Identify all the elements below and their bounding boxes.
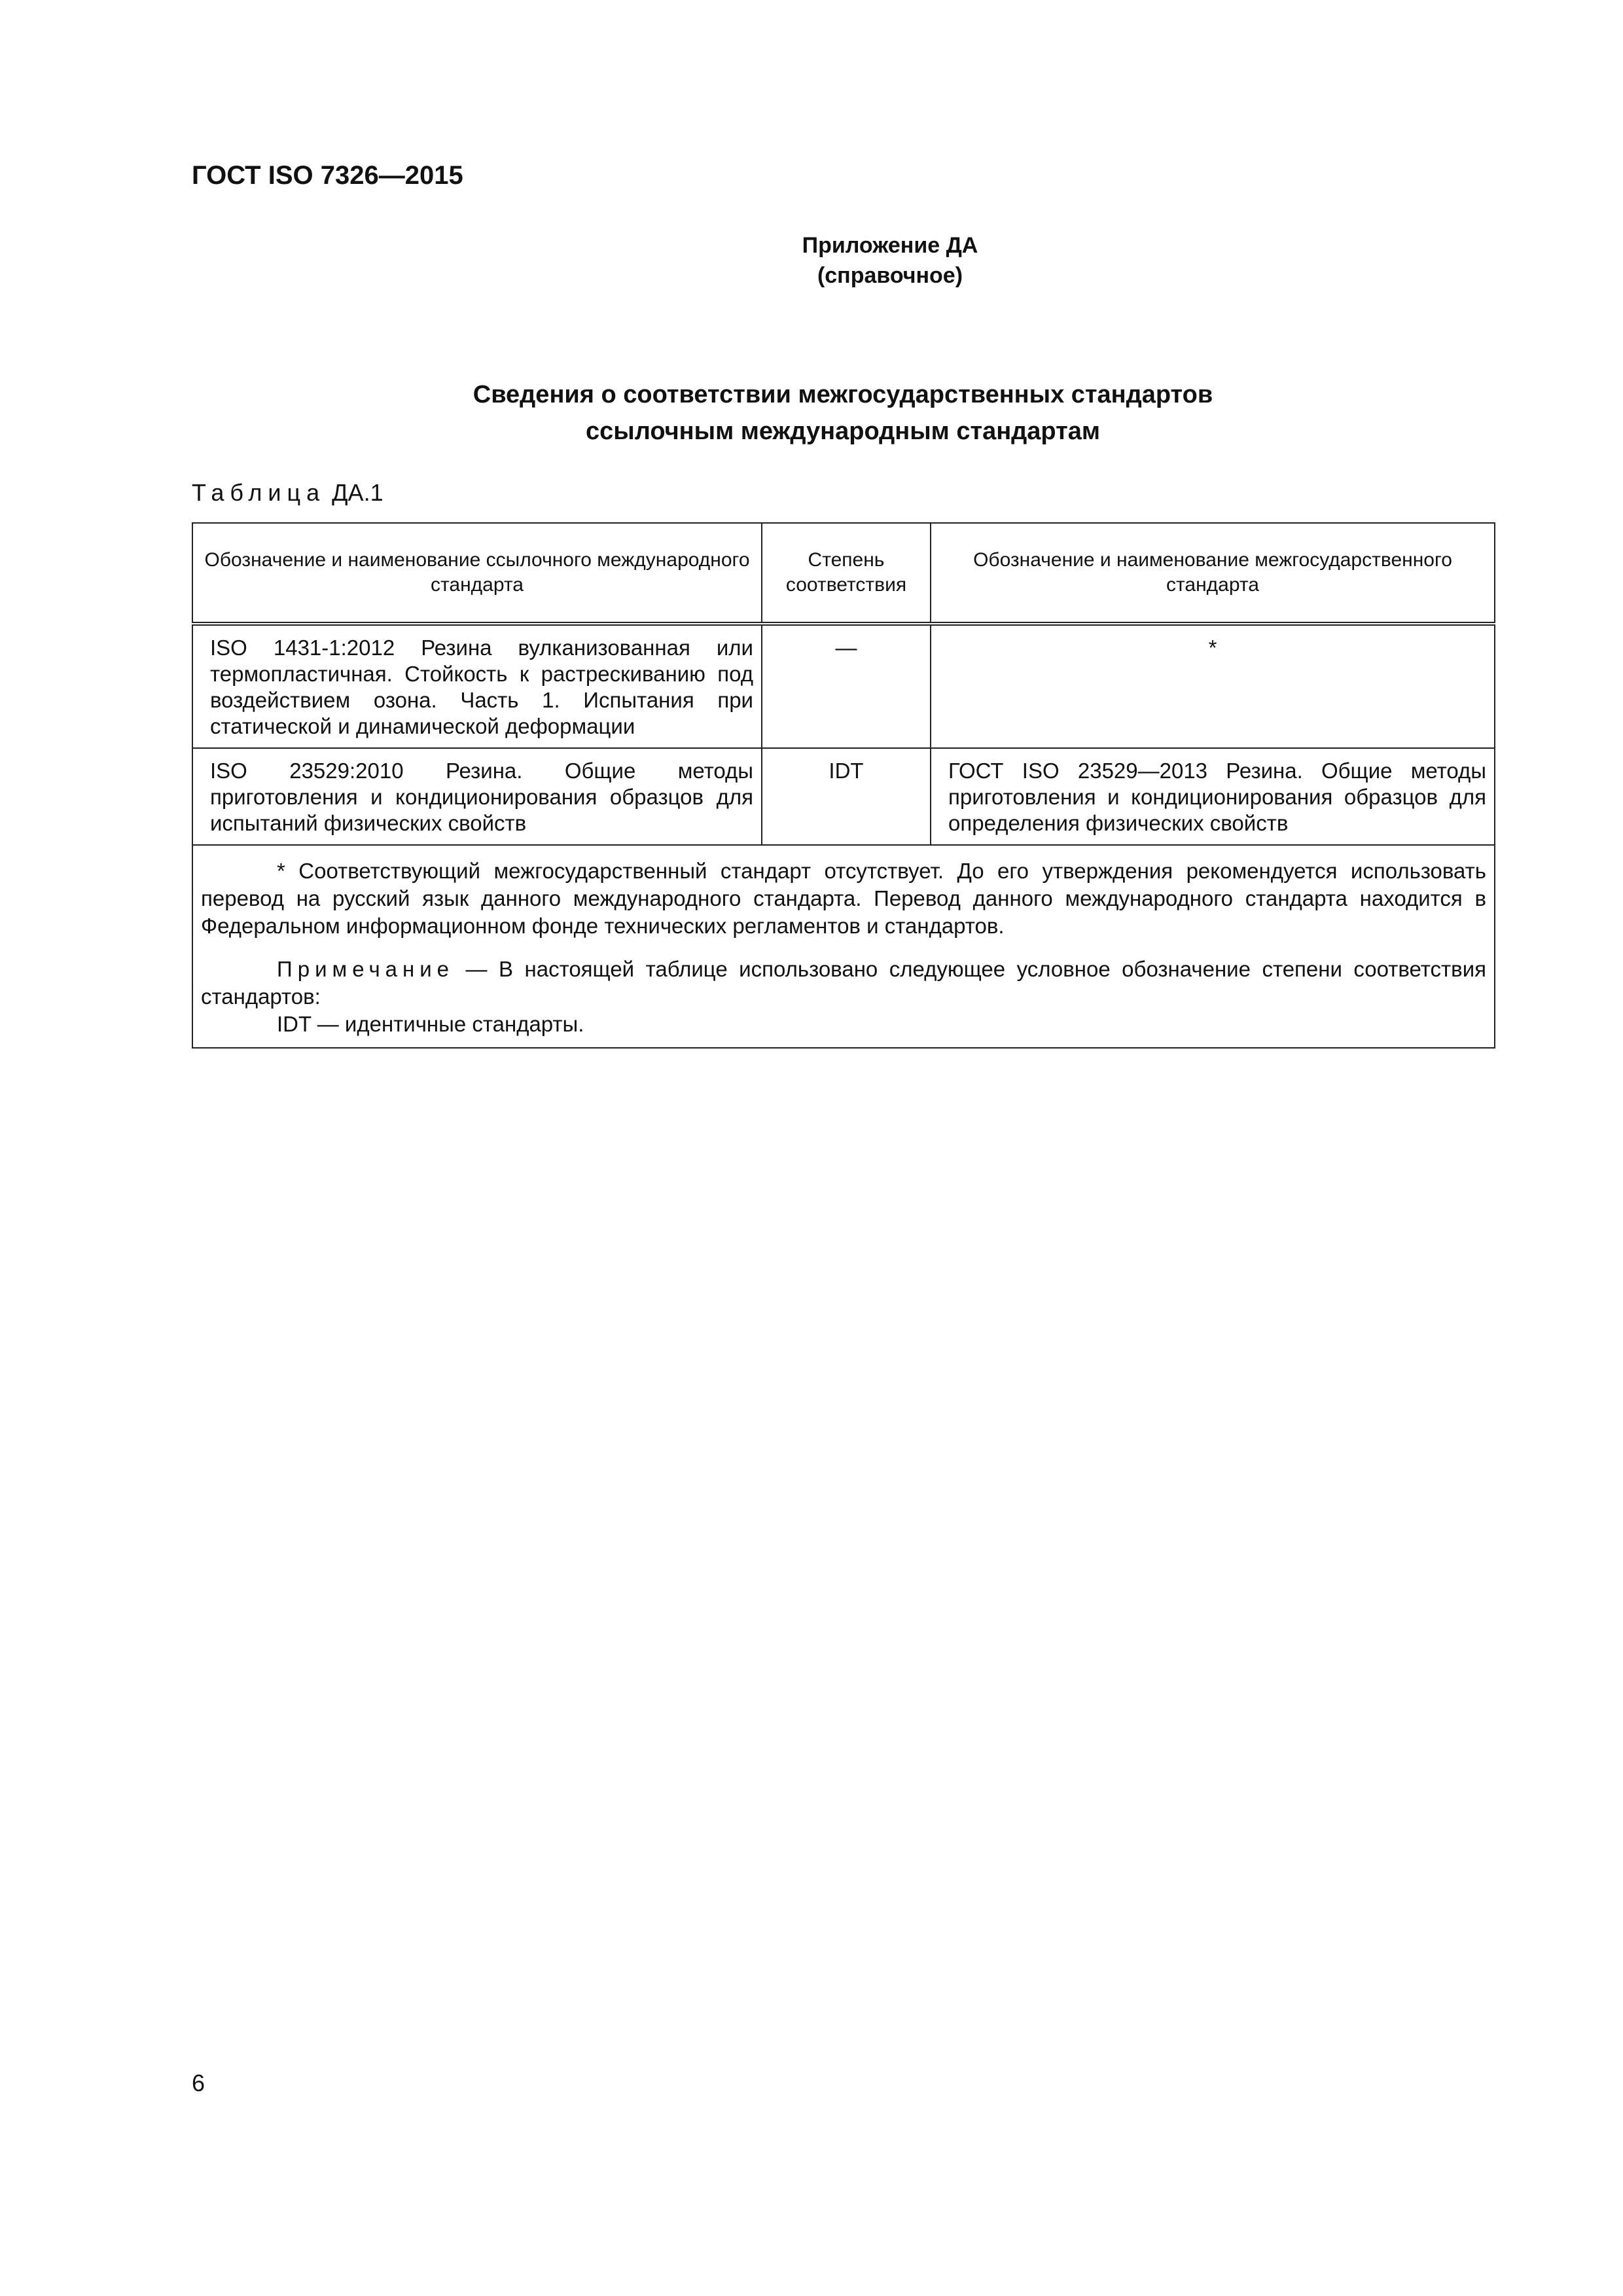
- column-header-degree: Степень соответствия: [762, 523, 931, 624]
- cell-interstate-standard: *: [931, 624, 1495, 748]
- note-text: — В настоящей таблице использовано следующее условное обозначение степени соответствия стандартов:: [201, 957, 1486, 1009]
- note-item: IDT — идентичные стандарты.: [277, 1012, 584, 1036]
- annex-heading: [746, 230, 1034, 291]
- section-title-line-1: Сведения о соответствии межгосударственных стандартов: [473, 381, 1213, 408]
- table-row: [192, 748, 1495, 845]
- cell-degree: IDT: [762, 748, 931, 845]
- table-caption-number: ДА.1: [332, 479, 383, 506]
- cell-degree: —: [762, 624, 931, 748]
- footnote: * Соответствующий межгосударственный стандарт отсутствует. До его утверждения рекомендуется использовать перевод на русский язык данного международного стандарта. Перевод данного международного стандарта находится в Федеральном информационном фонде технических регламентов и стандартов.: [201, 859, 1486, 938]
- column-header-reference-standard: Обозначение и наименование ссылочного международного стандарта: [192, 523, 762, 624]
- cell-reference-standard: ISO 23529:2010 Резина. Общие методы приготовления и кондиционирования образцов для испытаний физических свойств: [192, 748, 762, 845]
- standards-correspondence-table: [192, 522, 1495, 1049]
- page-number: 6: [192, 2070, 205, 2096]
- column-header-interstate-standard: Обозначение и наименование межгосударственного стандарта: [931, 523, 1495, 624]
- document-code: ГОСТ ISO 7326—2015: [192, 161, 463, 190]
- section-title: [192, 376, 1494, 450]
- table-caption: [192, 479, 383, 507]
- note-label: Примечание: [277, 957, 455, 981]
- table-caption-word: Таблица: [192, 479, 326, 506]
- table-footer: [192, 845, 1495, 1048]
- note: [201, 956, 1486, 1011]
- cell-reference-standard: ISO 1431-1:2012 Резина вулканизованная или термопластичная. Стойкость к растрескиванию под воздействием озона. Часть 1. Испытания при статической и динамической деформации: [192, 624, 762, 748]
- section-title-line-2: ссылочным международным стандартам: [585, 418, 1100, 445]
- table-header-row: [192, 523, 1495, 624]
- table-row: [192, 624, 1495, 748]
- annex-type: (справочное): [817, 263, 963, 288]
- cell-interstate-standard: ГОСТ ISO 23529—2013 Резина. Общие методы приготовления и кондиционирования образцов для определения физических свойств: [931, 748, 1495, 845]
- annex-title: Приложение ДА: [802, 233, 978, 258]
- table-footer-row: [192, 845, 1495, 1048]
